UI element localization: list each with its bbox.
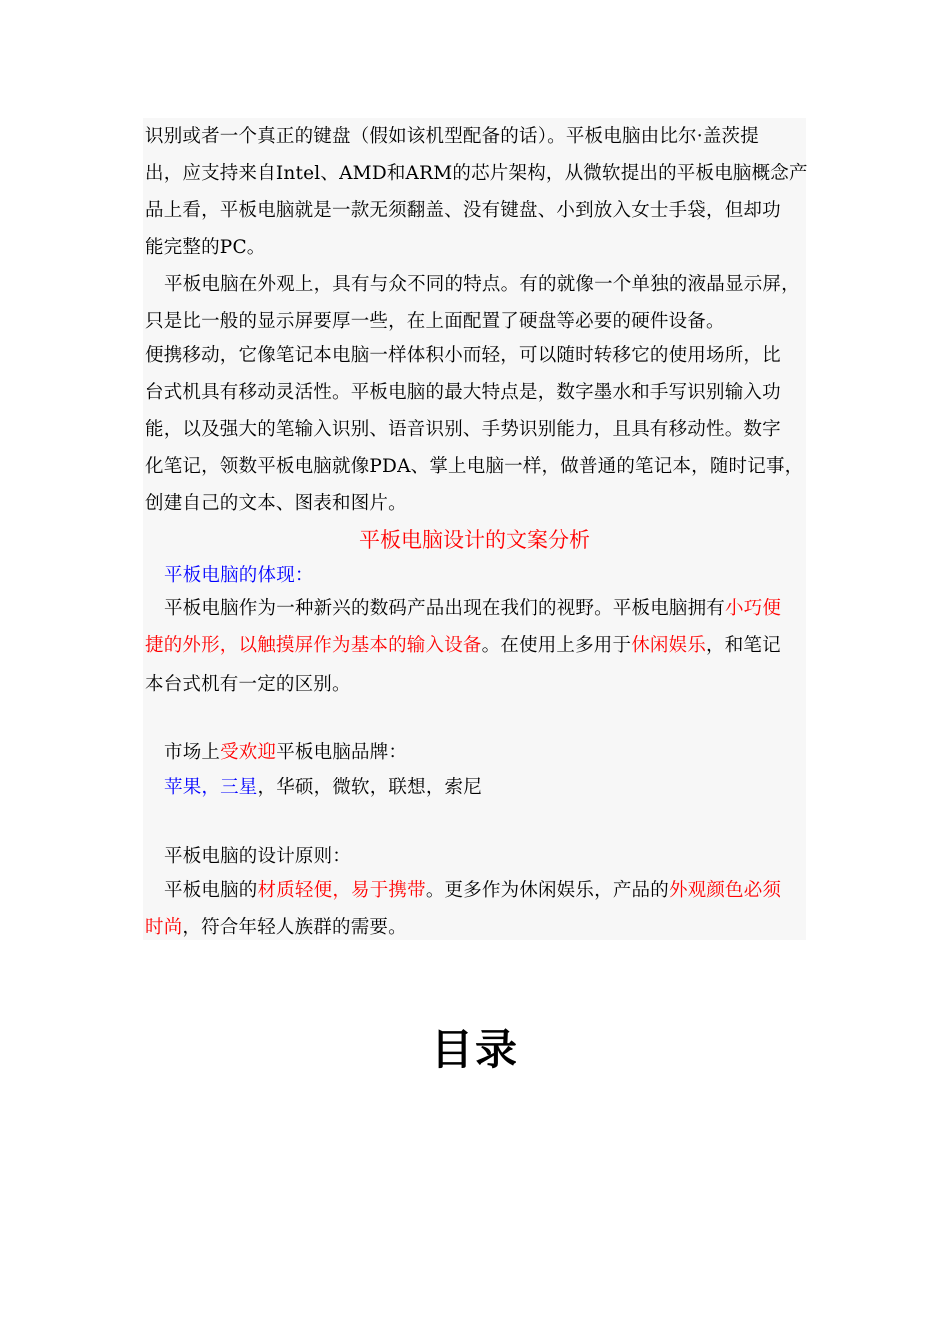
embodiment-line-1 — [164, 597, 781, 621]
intro-line: 能，以及强大的笔输入识别、语音识别、手势识别能力，且具有移动性。数字 — [145, 419, 781, 440]
intro-line: 识别或者一个真正的键盘（假如该机型配备的话）。平板电脑由比尔·盖茨提 — [145, 126, 759, 147]
principles-line-2 — [145, 916, 407, 940]
intro-line: 便携移动，它像笔记本电脑一样体积小而轻，可以随时转移它的使用场所，比 — [145, 345, 781, 366]
brands-text: ，华硕，微软，联想，索尼 — [257, 777, 482, 798]
principles-text: ，符合年轻人族群的需要。 — [182, 917, 407, 938]
intro-line: 平板电脑在外观上，具有与众不同的特点。有的就像一个单独的液晶显示屏， — [164, 274, 800, 295]
highlight-text: 休闲娱乐 — [631, 635, 707, 656]
intro-line: 台式机具有移动灵活性。平板电脑的最大特点是，数字墨水和手写识别输入功 — [145, 382, 781, 403]
highlight-text: 受欢迎 — [220, 742, 277, 763]
principles-text: 。更多作为休闲娱乐，产品的 — [425, 880, 669, 901]
highlight-text: 材质轻便，易于携带 — [257, 880, 426, 901]
intro-line: 只是比一般的显示屏要厚一些，在上面配置了硬盘等必要的硬件设备。 — [145, 311, 725, 332]
brands-list — [164, 776, 482, 800]
intro-line: 创建自己的文本、图表和图片。 — [145, 493, 407, 514]
embodiment-line-3: 本台式机有一定的区别。 — [145, 674, 351, 695]
principles-line-1 — [164, 879, 781, 903]
embodiment-text: 。在使用上多用于 — [481, 635, 632, 656]
principles-text: 平板电脑的 — [164, 880, 258, 901]
highlight-text: 时尚 — [145, 917, 183, 938]
embodiment-line-2 — [145, 634, 781, 658]
embodiment-text: 平板电脑作为一种新兴的数码产品出现在我们的视野。平板电脑拥有 — [164, 598, 726, 619]
brands-highlight: 苹果，三星 — [164, 777, 258, 798]
principles-heading: 平板电脑的设计原则： — [164, 846, 352, 867]
section-title: 平板电脑设计的文案分析 — [359, 528, 590, 552]
toc-title: 目录 — [430, 1025, 519, 1074]
highlight-text: 小巧便 — [725, 598, 782, 619]
intro-line: 化笔记，领数平板电脑就像PDA、掌上电脑一样，做普通的笔记本，随时记事， — [145, 456, 804, 477]
highlight-text: 外观颜色必须 — [668, 880, 782, 901]
brands-heading — [164, 741, 407, 765]
intro-line: 品上看，平板电脑就是一款无须翻盖、没有键盘、小到放入女士手袋，但却功 — [145, 200, 781, 221]
highlight-text: 捷的外形，以触摸屏作为基本的输入设备 — [145, 635, 482, 656]
intro-line: 能完整的PC。 — [145, 237, 266, 258]
embodiment-heading: 平板电脑的体现： — [164, 565, 314, 586]
brands-heading-text: 平板电脑品牌： — [276, 742, 408, 763]
embodiment-text: ，和笔记 — [706, 635, 781, 656]
intro-line: 出，应支持来自Intel、AMD和ARM的芯片架构，从微软提出的平板电脑概念产 — [145, 163, 808, 184]
brands-heading-text: 市场上 — [164, 742, 221, 763]
